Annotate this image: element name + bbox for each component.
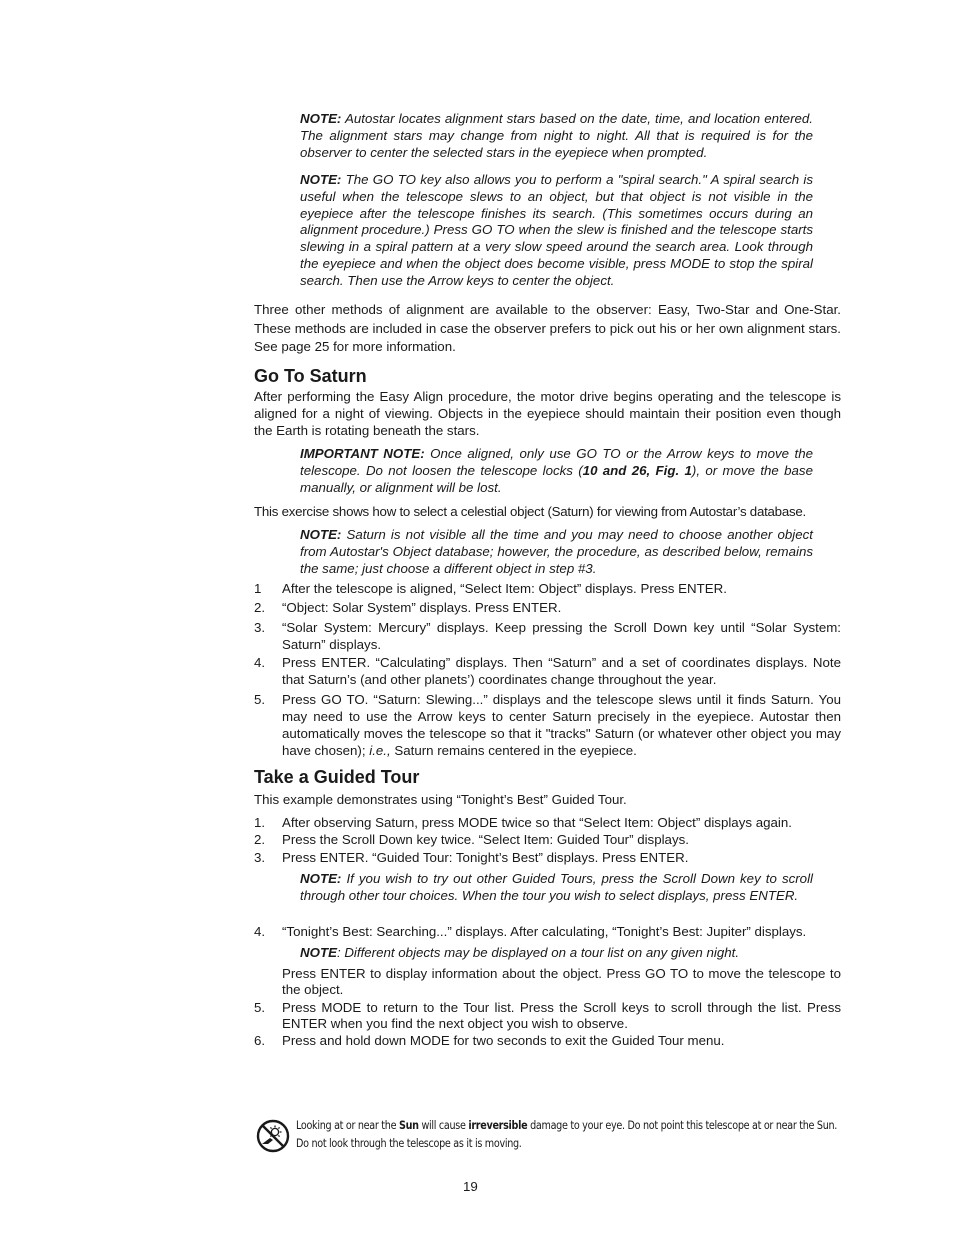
warning-text-part: Looking at or near the <box>296 1119 399 1132</box>
step4-followup-paragraph: Press ENTER to display information about the object. Press GO TO to move the telescope to the object. <box>282 966 841 997</box>
list-number: 4. <box>254 924 266 939</box>
note-spiral-search <box>300 172 813 290</box>
heading-take-a-guided-tour: Take a Guided Tour <box>254 767 420 787</box>
list-number: 6. <box>254 1033 266 1048</box>
note-text: Saturn is not visible all the time and you may need to choose another object from Autostar's Object database; however, the procedure, as described below, remains the same; just choose a different object in step #3. <box>300 527 813 576</box>
list-item <box>254 1033 841 1050</box>
list-text-part: Saturn remains centered in the eyepiece. <box>390 743 637 758</box>
list-item <box>254 655 841 688</box>
note-alignment-stars <box>300 111 813 161</box>
list-number: 3. <box>254 620 266 635</box>
saturn-intro-paragraph: After performing the Easy Align procedure, the motor drive begins operating and the telescope is aligned for a night of viewing. Objects in the eyepiece should maintain their position even though the Earth is rotating beneath the stars. <box>254 389 841 438</box>
note-label: NOTE: <box>300 871 342 886</box>
note-different-objects <box>300 945 813 962</box>
list-item <box>254 581 841 598</box>
list-text-part: Press GO TO. “Saturn: Slewing...” displays and the telescope slews until it finds Saturn. You may need to use the Arrow keys to center Saturn precisely in the eyepiece. Autostar then automatically moves the telescope so that it "tracks" Saturn (or whatever other object you may have chosen); <box>282 692 841 758</box>
list-text: Press ENTER. “Guided Tour: Tonight’s Best” displays. Press ENTER. <box>282 850 689 865</box>
list-item <box>254 815 841 832</box>
note-label: NOTE: <box>300 111 342 126</box>
list-number: 3. <box>254 850 266 865</box>
warning-line-1 <box>296 1117 855 1135</box>
note-label: NOTE: <box>300 172 342 187</box>
list-text: Press and hold down MODE for two seconds to exit the Guided Tour menu. <box>282 1033 725 1048</box>
warning-line-2: Do not look through the telescope as it is moving. <box>296 1137 522 1150</box>
important-note-text: Once aligned, only use GO TO or the Arrow keys to move the telescope. Do not loosen the telescope locks ( <box>300 446 813 478</box>
heading-go-to-saturn: Go To Saturn <box>254 366 367 386</box>
list-text: Press the Scroll Down key twice. “Select Item: Guided Tour” displays. <box>282 832 689 847</box>
list-item <box>254 1000 841 1031</box>
list-item <box>254 832 841 849</box>
list-text <box>282 691 841 759</box>
note-text: If you wish to try out other Guided Tours, press the Scroll Down key to scroll through other tour choices. When the tour you wish to select displays, press ENTER. <box>300 871 813 903</box>
list-number: 2. <box>254 832 266 847</box>
list-number: 5. <box>254 1000 266 1015</box>
warning-bold-irreversible: irreversible <box>468 1119 528 1132</box>
important-note-label: IMPORTANT NOTE: <box>300 446 425 461</box>
list-text: “Tonight’s Best: Searching...” displays. After calculating, “Tonight’s Best: Jupiter” displays. <box>282 924 807 939</box>
list-number: 1. <box>254 815 266 830</box>
note-text: The GO TO key also allows you to perform a "spiral search." A spiral search is useful when the telescope slews to an object, but that object is not visible in the eyepiece after the telescope finishes its search. (This sometimes occurs during an alignment procedure.) Press GO TO when the slew is finished and the telescope starts slewing in a spiral pattern at a very slow speed around the search area. Look through the eyepiece and when the object does become visible, press MODE to stop the spiral search. Then use the Arrow keys to center the object. <box>300 172 813 288</box>
list-text: Press MODE to return to the Tour list. Press the Scroll keys to scroll through the list. Press ENTER when you find the next object you wish to observe. <box>282 1000 841 1031</box>
list-text: “Object: Solar System” displays. Press ENTER. <box>282 600 562 615</box>
sun-warning-text <box>296 1117 855 1153</box>
list-text: After observing Saturn, press MODE twice so that “Select Item: Object” displays again. <box>282 815 792 830</box>
list-item <box>254 600 841 617</box>
note-label: NOTE <box>300 945 337 960</box>
note-text: Autostar locates alignment stars based on the date, time, and location entered. The alignment stars may change from night to night. All that is required is for the observer to center the selected stars in the eyepiece when prompted. <box>300 111 813 160</box>
page-number: 19 <box>463 1179 478 1194</box>
list-number: 5. <box>254 692 266 707</box>
list-item <box>254 691 841 759</box>
tour-intro-paragraph: This example demonstrates using “Tonight’s Best” Guided Tour. <box>254 792 627 807</box>
list-text: After the telescope is aligned, “Select Item: Object” displays. Press ENTER. <box>282 581 727 596</box>
saturn-exercise-paragraph: This exercise shows how to select a celestial object (Saturn) for viewing from Autostar’s database. <box>254 504 806 519</box>
important-note <box>300 446 813 496</box>
no-sun-viewing-icon <box>256 1119 290 1153</box>
warning-text-part: damage to your eye. Do not point this telescope at or near the Sun. <box>527 1119 838 1132</box>
figure-reference: 10 and 26, Fig. 1 <box>582 462 692 478</box>
note-label: NOTE: <box>300 527 342 542</box>
note-text: : Different objects may be displayed on a tour list on any given night. <box>336 945 740 960</box>
warning-bold-sun: Sun <box>398 1119 419 1132</box>
list-item <box>254 924 841 941</box>
list-text-italic: i.e., <box>369 743 391 758</box>
sun-warning <box>256 1117 856 1161</box>
note-other-tours <box>300 871 813 905</box>
warning-text-part: will cause <box>418 1119 469 1132</box>
list-text: Press ENTER. “Calculating” displays. Then “Saturn” and a set of coordinates displays. Note that Saturn’s (and other planets’) coordinates change throughout the year. <box>282 655 841 687</box>
list-number: 1 <box>254 581 262 596</box>
note-saturn-visibility <box>300 527 813 577</box>
list-number: 2. <box>254 600 266 615</box>
list-text: “Solar System: Mercury” displays. Keep pressing the Scroll Down key until “Solar System: Saturn” displays. <box>282 620 841 652</box>
list-number: 4. <box>254 655 266 670</box>
important-note-text-end: ), or move the base manually, or alignment will be lost. <box>300 462 813 495</box>
alignment-methods-paragraph: Three other methods of alignment are available to the observer: Easy, Two-Star and One-Star. These methods are included in case the observer prefers to pick out his or her own alignment stars. See page 25 for more information. <box>254 302 841 354</box>
list-item <box>254 850 841 867</box>
list-item <box>254 620 841 653</box>
